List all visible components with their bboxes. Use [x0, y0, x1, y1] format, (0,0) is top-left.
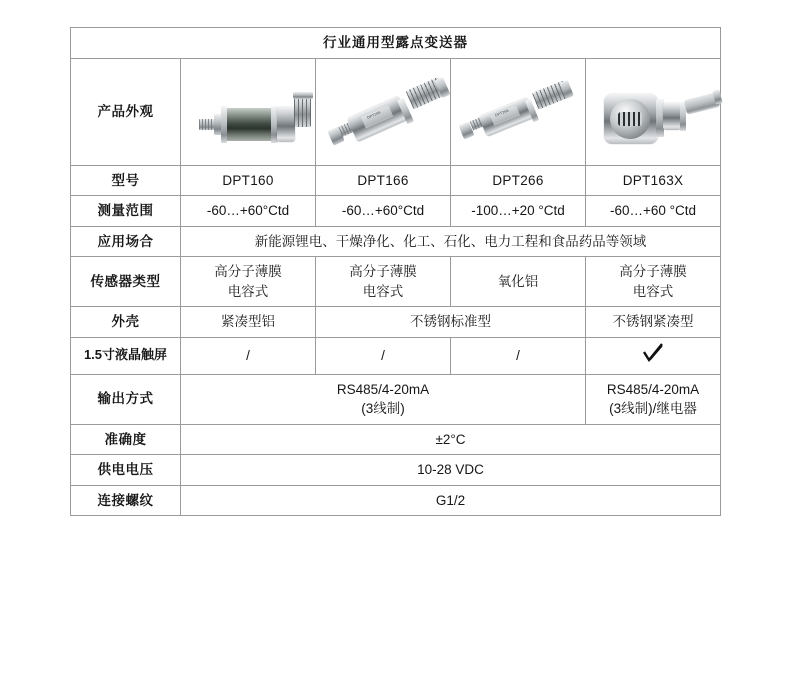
row-label-housing: 外壳 [71, 307, 181, 338]
cell-model-1: DPT160 [181, 165, 316, 196]
cell-sensor-type-2 [316, 257, 451, 307]
cell-output-1-line1: RS485/4-20mA [336, 381, 430, 397]
cell-housing-3: 不锈钢紧凑型 [586, 307, 721, 338]
row-label-output: 输出方式 [71, 374, 181, 424]
cell-sensor-type-1-line2: 电容式 [227, 283, 269, 299]
cell-sensor-type-1-line1: 高分子薄膜 [214, 264, 282, 280]
cell-housing-1: 紧凑型铝 [181, 307, 316, 338]
table-row-sensor-type [71, 257, 721, 307]
table-row-voltage [71, 455, 721, 486]
cell-output-2-line2: (3线制)/继电器 [609, 401, 697, 417]
cell-output-1 [181, 374, 586, 424]
table-row-range [71, 196, 721, 227]
row-label-applications: 应用场合 [71, 226, 181, 257]
dpt166-device [320, 66, 446, 158]
cell-sensor-type-1 [181, 257, 316, 307]
dpt266-band-text: DPT266 [494, 108, 510, 118]
product-image-dpt166 [316, 58, 451, 165]
cell-touchscreen-3: / [451, 337, 586, 374]
cell-sensor-type-4-line1: 高分子薄膜 [619, 264, 687, 280]
table-row-accuracy [71, 424, 721, 455]
specification-table [70, 27, 721, 516]
cell-sensor-type-4 [586, 257, 721, 307]
cell-range-2: -60…+60°Ctd [316, 196, 451, 227]
cell-touchscreen-2: / [316, 337, 451, 374]
dpt160-device [185, 66, 311, 158]
page-title: 行业通用型露点变送器 [71, 28, 721, 59]
table-row-appearance [71, 58, 721, 165]
cell-sensor-type-4-line2: 电容式 [632, 283, 674, 299]
row-label-model: 型号 [71, 165, 181, 196]
product-image-dpt163x [586, 58, 721, 165]
cell-output-2 [586, 374, 721, 424]
table-row-applications [71, 226, 721, 257]
cell-touchscreen-1: / [181, 337, 316, 374]
cell-output-2-line1: RS485/4-20mA [606, 381, 700, 397]
check-icon [642, 343, 664, 363]
cell-range-4: -60…+60 °Ctd [586, 196, 721, 227]
cell-voltage: 10-28 VDC [181, 455, 721, 486]
spec-sheet [70, 27, 720, 516]
cell-thread: G1/2 [181, 485, 721, 516]
cell-range-3: -100…+20 °Ctd [451, 196, 586, 227]
cell-model-4: DPT163X [586, 165, 721, 196]
product-image-dpt160 [181, 58, 316, 165]
row-label-voltage: 供电电压 [71, 455, 181, 486]
cell-sensor-type-2-line1: 高分子薄膜 [349, 264, 417, 280]
table-row-housing [71, 307, 721, 338]
cell-model-3: DPT266 [451, 165, 586, 196]
row-label-accuracy: 准确度 [71, 424, 181, 455]
table-row-touchscreen [71, 337, 721, 374]
dpt266-device [455, 66, 581, 158]
table-row-output [71, 374, 721, 424]
cell-output-1-line2: (3线制) [361, 401, 405, 417]
table-row-thread [71, 485, 721, 516]
row-label-touchscreen: 1.5寸液晶触屏 [71, 337, 181, 374]
row-label-sensor-type: 传感器类型 [71, 257, 181, 307]
dpt163x-device [590, 66, 716, 158]
row-label-thread: 连接螺纹 [71, 485, 181, 516]
cell-housing-2: 不锈钢标准型 [316, 307, 586, 338]
cell-touchscreen-4 [586, 337, 721, 374]
table-row-title [71, 28, 721, 59]
row-label-appearance: 产品外观 [71, 58, 181, 165]
cell-accuracy: ±2°C [181, 424, 721, 455]
table-row-model [71, 165, 721, 196]
cell-sensor-type-2-line2: 电容式 [362, 283, 404, 299]
row-label-range: 测量范围 [71, 196, 181, 227]
dpt166-band-text: DPT166 [366, 109, 382, 120]
cell-range-1: -60…+60°Ctd [181, 196, 316, 227]
cell-applications: 新能源锂电、干燥净化、化工、石化、电力工程和食品药品等领域 [181, 226, 721, 257]
cell-sensor-type-3: 氧化铝 [451, 257, 586, 307]
cell-model-2: DPT166 [316, 165, 451, 196]
product-image-dpt266 [451, 58, 586, 165]
